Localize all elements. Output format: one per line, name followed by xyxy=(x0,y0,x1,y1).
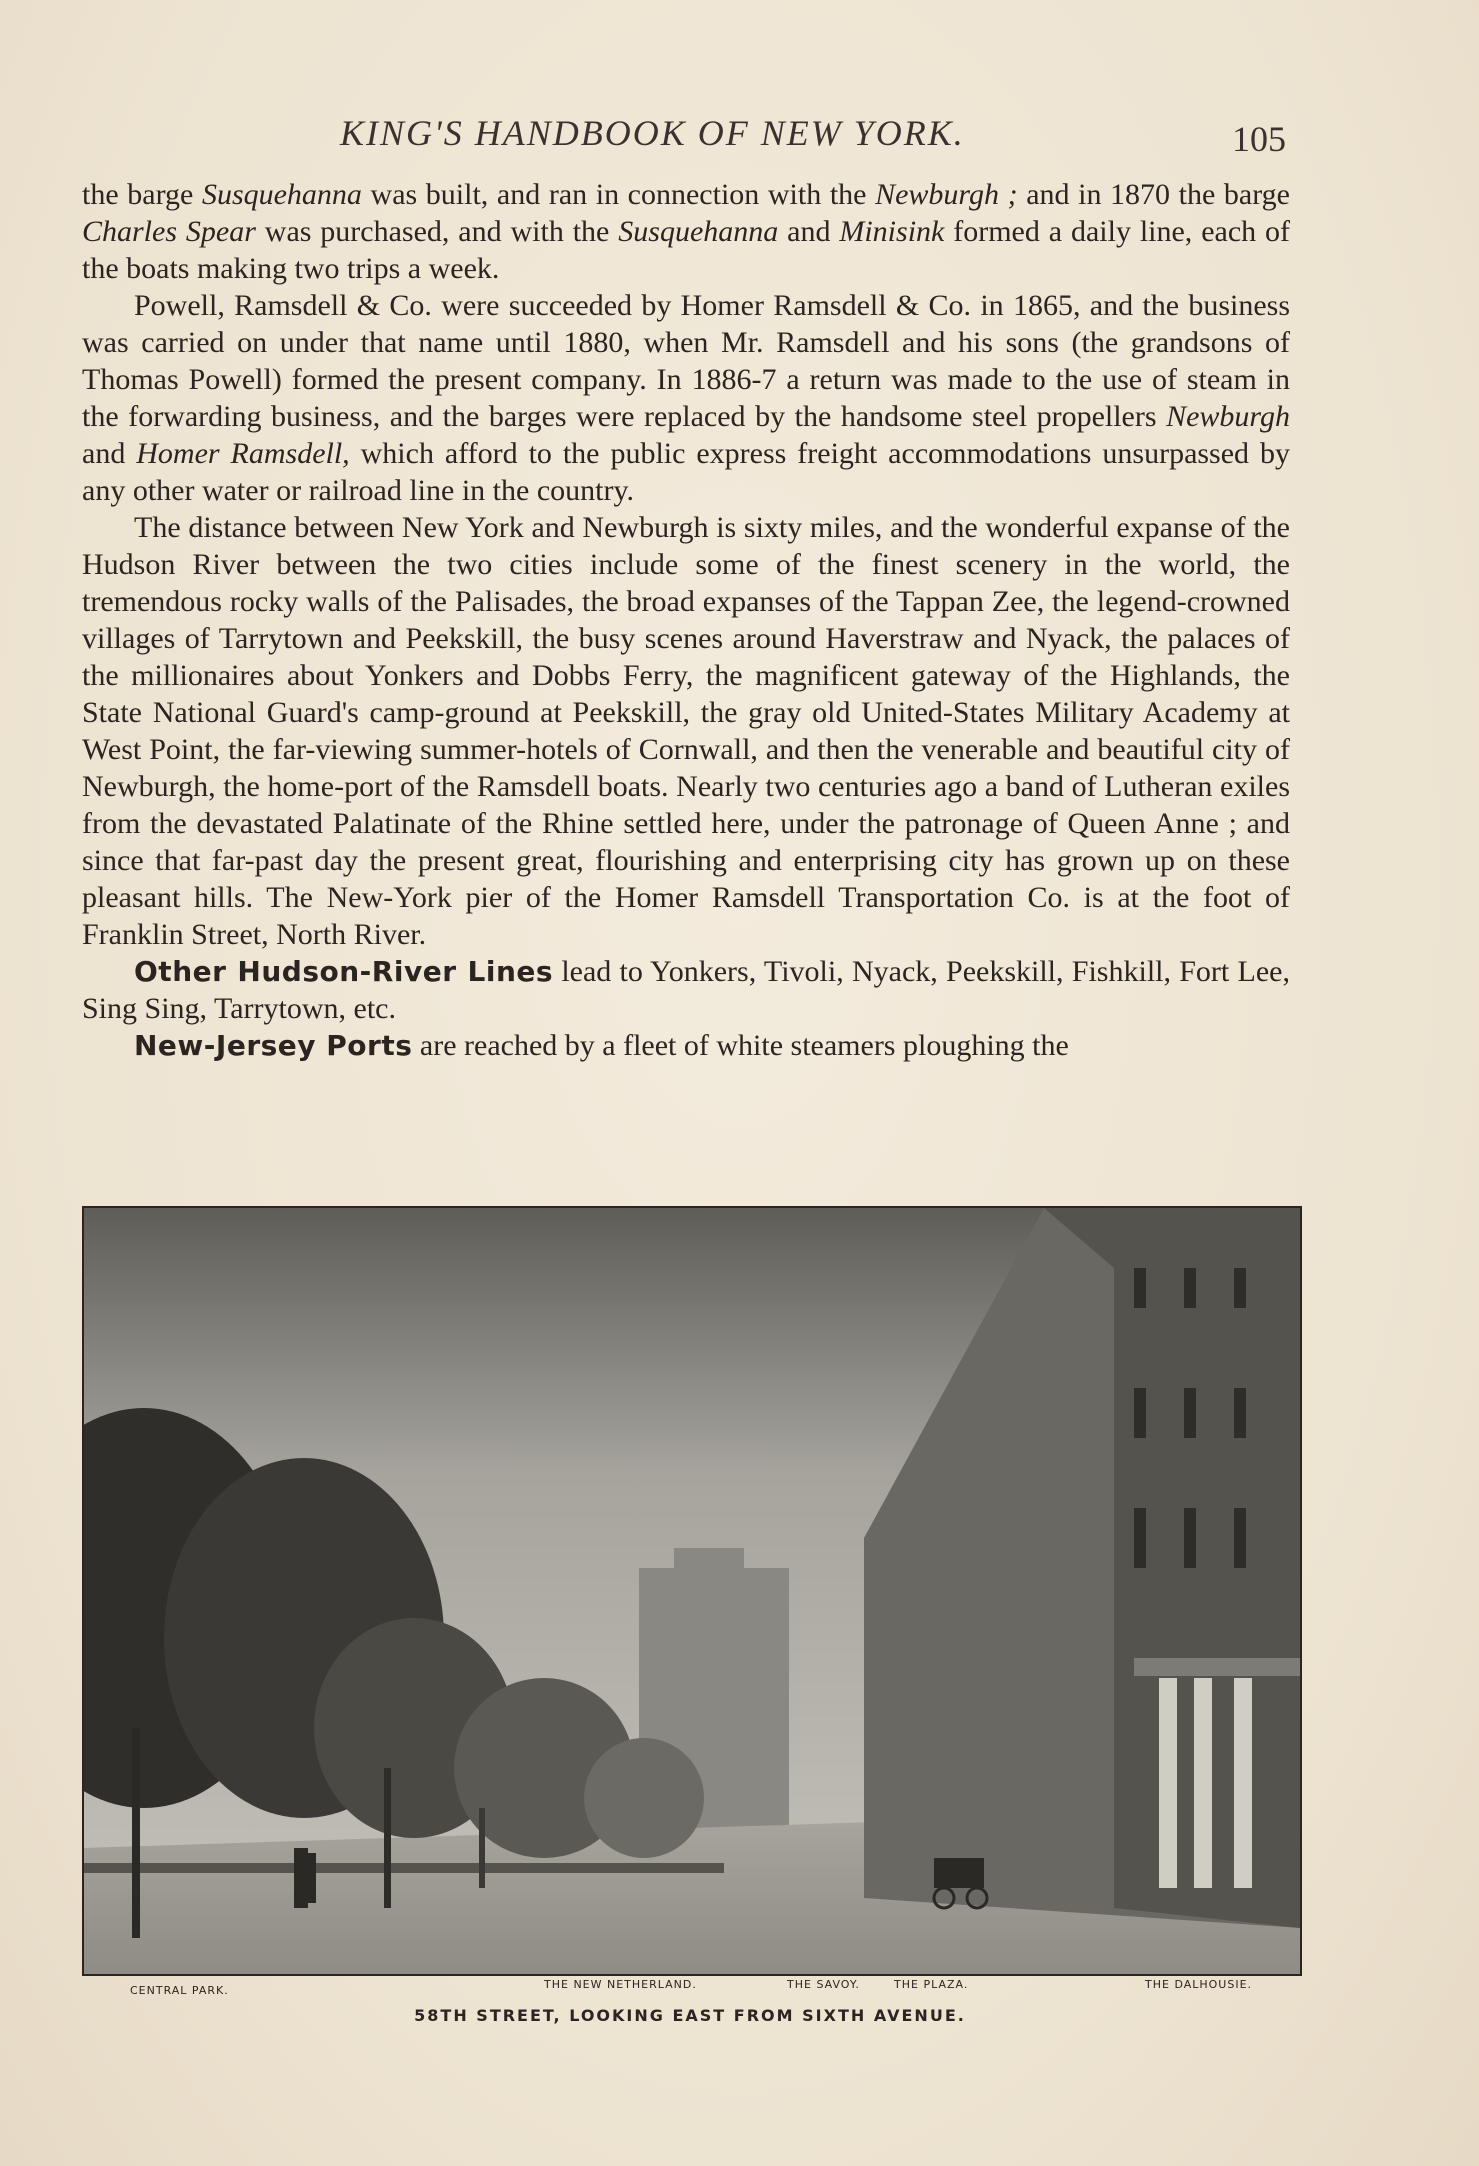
paragraph-1: the barge Susquehanna was built, and ran in connection with the Newburgh ; and in 1870 the barge Charles Spear was purchased, and with the Susquehanna and Minisink formed a daily line, each of the boats making two trips a week. xyxy=(82,178,1291,285)
label-plaza: THE PLAZA. xyxy=(894,1978,969,1991)
paragraph-5: New-Jersey Ports are reached by a fleet of white steamers ploughing the xyxy=(134,1029,1069,1062)
run-in-heading: Other Hudson-River Lines xyxy=(134,955,554,988)
photograph-drawing xyxy=(84,1208,1300,1974)
figure-caption: 58TH STREET, LOOKING EAST FROM SIXTH AVENUE. xyxy=(414,2006,966,2025)
street-photograph xyxy=(82,1206,1302,1976)
running-head: KING'S HANDBOOK OF NEW YORK. xyxy=(340,113,965,153)
label-central-park: CENTRAL PARK. xyxy=(130,1984,229,1997)
label-savoy: THE SAVOY. xyxy=(787,1978,860,1991)
park-wall xyxy=(84,1863,724,1873)
pedestrian xyxy=(306,1853,316,1903)
label-dalhousie: THE DALHOUSIE. xyxy=(1145,1978,1253,1991)
page-number: 105 xyxy=(1232,119,1286,159)
label-new-netherland: THE NEW NETHERLAND. xyxy=(544,1978,697,1991)
paragraph-4: Other Hudson-River Lines lead to Yonkers, Tivoli, Nyack, Peekskill, Fishkill, Fort Lee, Sing Sing, Tarrytown, etc. xyxy=(82,955,1290,1025)
paragraph-2: Powell, Ramsdell & Co. were succeeded by Homer Ramsdell & Co. in 1865, and the business was carried on under that name until 1880, when Mr. Ramsdell and his sons (the grandsons of Thomas Powell) formed the present company. In 1886-7 a return was made to the use of steam in the forwarding business, and the barges were replaced by the handsome steel propellers Newburgh and Homer Ramsdell, which afford to the public express freight accommodations unsurpassed by any other water or railroad line in the country. xyxy=(82,289,1290,507)
building-labels xyxy=(82,1978,1298,2002)
paragraph-3: The distance between New York and Newburgh is sixty miles, and the wonderful expanse of the Hudson River between the two cities include some of the finest scenery in the world, the tremendous rocky walls of the Palisades, the broad expanses of the Tappan Zee, the legend-crowned villages of Tarrytown and Peekskill, the busy scenes around Haverstraw and Nyack, the palaces of the millionaires about Yonkers and Dobbs Ferry, the magnificent gateway of the Highlands, the State National Guard's camp-ground at Peekskill, the gray old United-States Military Academy at West Point, the far-viewing summer-hotels of Cornwall, and then the venerable and beautiful city of Newburgh, the home-port of the Ramsdell boats. Nearly two centuries ago a band of Lutheran exiles from the devastated Palatinate of the Rhine settled here, under the patronage of Queen Anne ; and since that far-past day the present great, flourishing and enterprising city has grown up on these pleasant hills. The New-York pier of the Homer Ramsdell Transportation Co. is at the foot of Franklin Street, North River. xyxy=(82,511,1290,951)
run-in-heading: New-Jersey Ports xyxy=(134,1029,413,1062)
body-text xyxy=(82,176,1290,1064)
